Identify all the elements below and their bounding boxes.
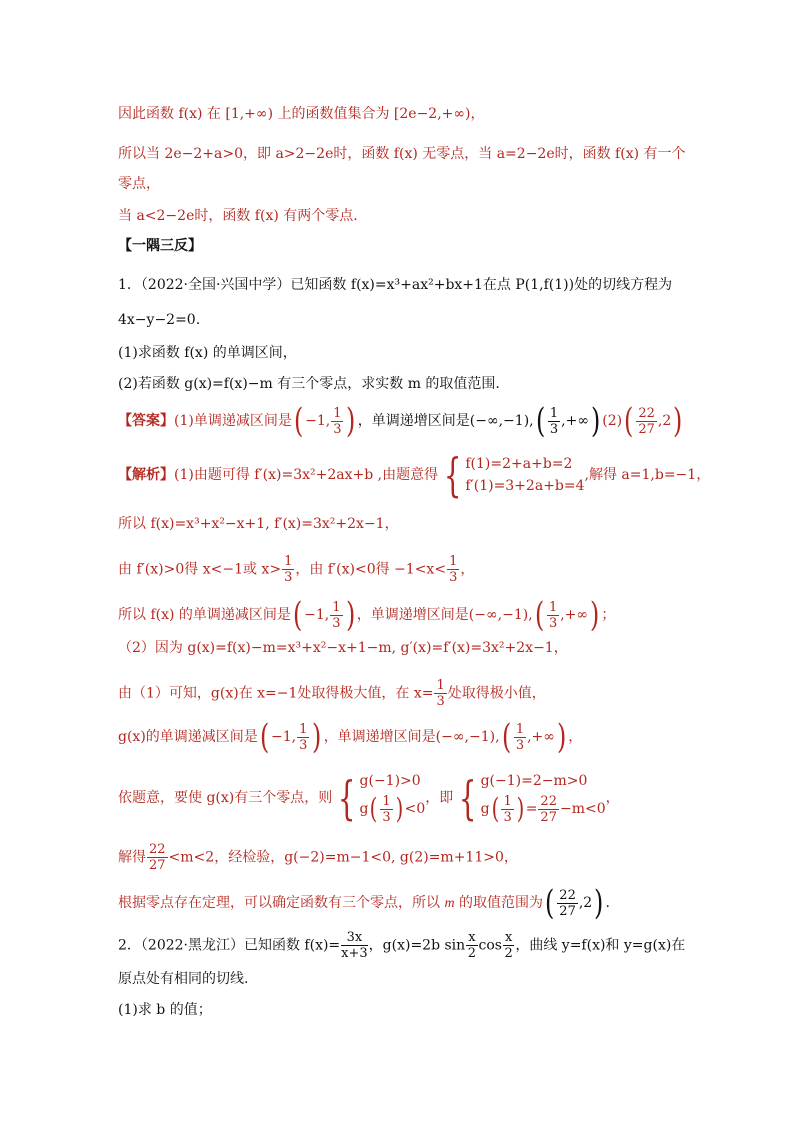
condition-system: g(−1)>0 g( $\frac{1}{3}$ ) <0 [359,773,426,825]
answer-part-b: ，单调递增区间是(−∞,−1), [357,413,534,429]
fraction-3x-over-x-plus-3: $\frac{3x}{x+3}$ [341,930,368,961]
problem-1-stem: 1．（2022·全国·兴国中学）已知函数 f(x)=x³+ax²+bx+1在点 P(1,f(1))处的切线方程为 [118,277,673,293]
answer-line: 【答案】(1)单调递减区间是( −1, $\frac{1}{3}$ ) ，单调递增区间是(−∞,−1),( $\frac{1}{3}$ ,+∞) (2)( $\frac{22}{27}$ ,2) [118,401,683,441]
fraction-22-27: $\frac{22}{27}$ [559,887,576,919]
fraction-22-27: $\frac{22}{27}$ [638,405,655,437]
fraction-x-over-2: $\frac{x}{2}$ [504,930,513,961]
equation-system: f(1)=2+a+b=2 f′(1)=3+2a+b=4 [465,456,585,494]
solution-line-10: 根据零点存在定理，可以确定函数有三个零点，所以 m 的取值范围为( $\frac{22}{27}$ ,2) . [118,883,610,923]
fraction-one-third: $\frac{1}{3}$ [549,405,559,437]
problem-1-part-1: (1)求函数 f(x) 的单调区间， [118,345,297,361]
answer-part-c: (2) [602,413,623,429]
solution-line-8: 依题意，要使 g(x)有三个零点，则 { g(−1)>0 g( $\frac{1}{3}$ ) <0 ，即 { g(−1)=2−m>0 g( $\frac{1}{3}$ ) = $\frac{22}{27}$ −m<0 ， [118,771,620,825]
fraction-x-over-2: $\frac{x}{2}$ [467,930,476,961]
problem-2-stem-cont: 原点处有相同的切线. [118,971,249,987]
solution-line-6: 由（1）可知，g(x)在 x=−1处取得极大值，在 x= $\frac{1}{3}$ 处取得极小值， [118,678,546,709]
fraction-one-third: $\frac{1}{3}$ [436,678,445,709]
solution-line-1: 【解析】(1)由题可得 f′(x)=3x²+2ax+b ,由题意得 { f(1)=2+a+b=2 f′(1)=3+2a+b=4 ,解得 a=1,b=−1， [118,448,711,502]
solution-derivative: (1)由题可得 f′(x)=3x²+2ax+b ,由题意得 [174,467,439,483]
fraction-one-third: $\frac{1}{3}$ [299,721,308,753]
fraction-one-third: $\frac{1}{3}$ [449,554,458,585]
problem-2-stem: 2．（2022·黑龙江）已知函数 f(x)= $\frac{3x}{x+3}$ ，g(x)=2b sin $\frac{x}{2}$ cos $\frac{x}{2}$ ，曲线 y=f(x)和 y=g(x)在 [118,930,686,961]
solution-line-4: 所以 f(x) 的单调递减区间是( −1, $\frac{1}{3}$ ) ，单调递增区间是(−∞,−1),( $\frac{1}{3}$ ,+∞) ； [118,595,616,635]
section-heading: 【一隅三反】 [118,238,202,254]
fraction-22-27: $\frac{22}{27}$ [149,842,166,873]
text-line-1: 因此函数 f(x) 在 [1,+∞) 上的函数值集合为 [2e−2,+∞)， [118,106,485,122]
fraction-one-third: $\frac{1}{3}$ [284,554,293,585]
problem-2-part-1: (1)求 b 的值； [118,1002,212,1018]
solution-line-5: （2）因为 g(x)=f(x)−m=x³+x²−x+1−m, g′(x)=f′(x)=3x²+2x−1， [118,640,568,656]
fraction-one-third: $\frac{1}{3}$ [515,721,525,753]
solution-line-2: 所以 f(x)=x³+x²−x+1, f′(x)=3x²+2x−1， [118,516,399,532]
answer-interval-left: −1, [305,413,331,429]
text-line-4: 当 a<2−2e时，函数 f(x) 有两个零点. [118,208,358,224]
fraction-one-third: $\frac{1}{3}$ [548,599,558,631]
text-line-2: 所以当 2e−2+a>0，即 a>2−2e时，函数 f(x) 无零点，当 a=2−2e时，函数 f(x) 有一个 [118,146,686,162]
solution-line-3: 由 f′(x)>0得 x<−1或 x> $\frac{1}{3}$ ，由 f′(x)<0得 −1<x< $\frac{1}{3}$ ， [118,554,475,585]
solution-tag: 【解析】 [118,467,174,483]
fraction-one-third: $\frac{1}{3}$ [332,599,341,631]
condition-system-expanded: g(−1)=2−m>0 g( $\frac{1}{3}$ ) = $\frac{22}{27}$ −m<0 [480,773,606,825]
solution-line-9: 解得 $\frac{22}{27}$ <m<2，经检验，g(−2)=m−1<0, g(2)=m+11>0， [118,842,518,873]
problem-1-part-2: (2)若函数 g(x)=f(x)−m 有三个零点，求实数 m 的取值范围. [118,376,500,392]
solution-result: ,解得 a=1,b=−1， [584,467,711,483]
fraction-one-third: $\frac{1}{3}$ [333,405,342,437]
problem-1-tangent: 4x−y−2=0. [118,312,201,328]
answer-tag: 【答案】 [118,413,174,429]
solution-line-7: g(x)的单调递减区间是( −1, $\frac{1}{3}$ ) ，单调递增区间是(−∞,−1),( $\frac{1}{3}$ ,+∞) ， [118,717,583,757]
text-line-3: 零点， [118,176,160,192]
answer-part-a: (1)单调递减区间是 [174,413,292,429]
